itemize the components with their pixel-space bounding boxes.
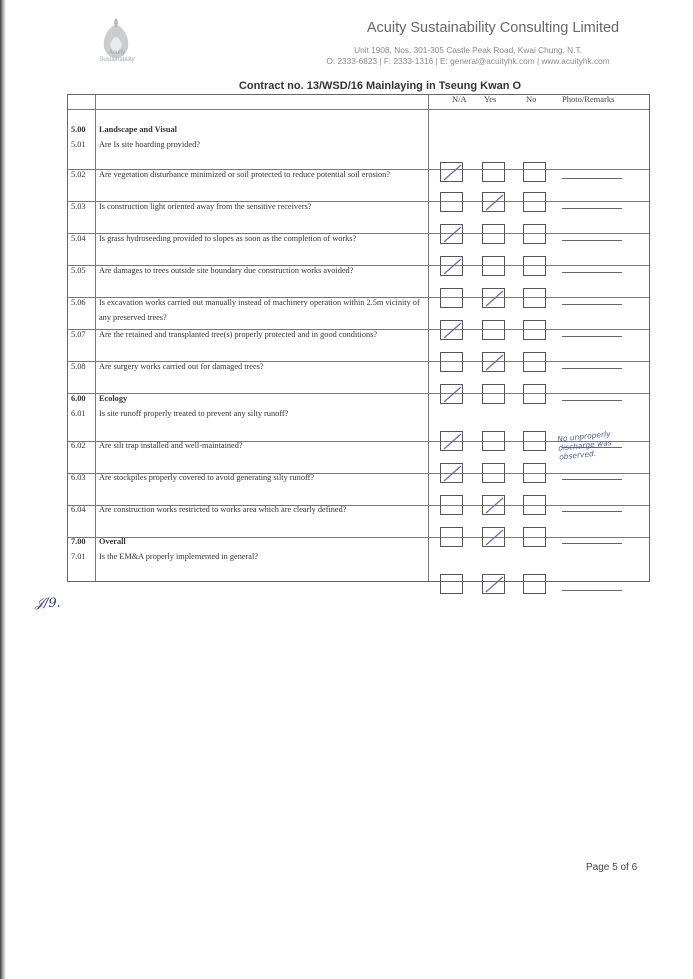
remarks-line[interactable] (562, 208, 622, 209)
checkbox-yes[interactable] (482, 384, 505, 404)
question-line: Is grass hydroseeding provided to slopes as soon as the completion of works? (99, 234, 357, 243)
checkbox-no[interactable] (523, 431, 546, 451)
checkbox-no[interactable] (523, 574, 546, 594)
question-line: Are surgery works carried out for damaged trees? (99, 362, 264, 371)
checkmark-icon (484, 575, 504, 593)
remarks-line[interactable] (562, 304, 622, 305)
question-line: Ecology (99, 394, 128, 403)
checkbox-no[interactable] (523, 192, 546, 212)
col-header-yes: Yes (484, 94, 497, 104)
checkmark-icon (484, 496, 504, 514)
checkbox-na[interactable] (440, 192, 463, 212)
item-number: 5.07 (71, 330, 86, 339)
question-text (99, 406, 432, 421)
question-text (99, 359, 432, 374)
question-line: Are damages to trees outside site boundary due construction works avoided? (99, 266, 354, 275)
contract-title: Contract no. 13/WSD/16 Mainlaying in Tseung Kwan O (238, 80, 522, 92)
question-text (99, 263, 432, 278)
remarks-line[interactable] (562, 240, 622, 241)
handwritten-remark: No unproperly discharge was observed. (556, 429, 613, 462)
handwritten-signature: 𝒥/9. (35, 596, 61, 611)
remarks-line[interactable] (562, 178, 622, 179)
section-number: 7.00 (71, 537, 86, 546)
checkmark-icon (442, 321, 462, 339)
contact-line: O: 2333-6823 | F: 2333-1316 | E: general@acuityhk.com | www.acuityhk.com (326, 56, 610, 66)
checkbox-no[interactable] (523, 224, 546, 244)
checkbox-yes[interactable] (482, 256, 505, 276)
logo-text-line-2: Sustainability (99, 57, 135, 63)
item-number: 7.01 (71, 552, 86, 561)
remarks-line[interactable] (562, 479, 622, 480)
checkbox-no[interactable] (523, 288, 546, 308)
company-name: Acuity Sustainability Consulting Limited (366, 20, 620, 36)
item-number: 5.02 (71, 170, 86, 179)
section-title (99, 122, 432, 137)
question-line: Are Is site hoarding provided? (99, 140, 200, 149)
remarks-line[interactable] (562, 543, 622, 544)
question-text (99, 199, 432, 214)
checkbox-no[interactable] (523, 527, 546, 547)
checkmark-icon (442, 257, 462, 275)
address-line: Unit 1908, Nos. 301-305 Castle Peak Road, Kwai Chung, N.T. (354, 45, 582, 55)
question-text (99, 231, 432, 246)
checkbox-na[interactable] (440, 574, 463, 594)
checkmark-icon (484, 528, 504, 546)
checkmark-icon (442, 432, 462, 450)
section-title (99, 391, 432, 406)
question-text (99, 295, 432, 325)
question-line: Is excavation works carried out manually instead of machinery operation within 2.5m vicinity of (99, 298, 420, 307)
question-text (99, 470, 432, 485)
checkmark-icon (442, 385, 462, 403)
question-line: Are the retained and transplanted tree(s) properly protected and in good conditions? (99, 330, 378, 339)
checkbox-no[interactable] (523, 495, 546, 515)
checkbox-na[interactable] (440, 288, 463, 308)
item-number: 6.04 (71, 505, 86, 514)
logo-text (92, 50, 142, 64)
checkbox-no[interactable] (523, 352, 546, 372)
checkbox-yes[interactable] (482, 431, 505, 451)
checkbox-yes[interactable] (482, 224, 505, 244)
remarks-line[interactable] (562, 511, 622, 512)
question-line-2: any preserved trees? (99, 313, 167, 322)
item-number: 5.08 (71, 362, 86, 371)
checkbox-na[interactable] (440, 527, 463, 547)
scan-edge (0, 0, 6, 979)
item-number: 5.04 (71, 234, 86, 243)
question-text (99, 137, 432, 152)
question-text (99, 502, 432, 517)
company-address (250, 45, 686, 67)
question-line: Are vegetation disturbance minimized or soil protected to reduce potential soil erosion? (99, 170, 390, 179)
col-header-no: No (526, 94, 537, 104)
question-line: Are stockpiles properly covered to avoid generating silty runoff? (99, 473, 315, 482)
col-header-na: N/A (452, 94, 467, 104)
question-line: Are silt trap installed and well-maintained? (99, 441, 243, 450)
question-line: Are construction works restricted to works area which are clearly defined? (99, 505, 347, 514)
question-text (99, 167, 432, 182)
question-line: Is construction light oriented away from the sensitive receivers? (99, 202, 312, 211)
question-text (99, 549, 432, 564)
remarks-line[interactable] (562, 336, 622, 337)
item-number: 5.03 (71, 202, 86, 211)
question-line: Is site runoff properly treated to prevent any silty runoff? (99, 409, 289, 418)
item-number: 5.05 (71, 266, 86, 275)
item-number: 6.02 (71, 441, 86, 450)
checkbox-no[interactable] (523, 320, 546, 340)
question-line: Landscape and Visual (99, 125, 177, 134)
checkbox-no[interactable] (523, 463, 546, 483)
checkbox-na[interactable] (440, 352, 463, 372)
checkmark-icon (442, 464, 462, 482)
section-number: 5.00 (71, 125, 86, 134)
checkbox-yes[interactable] (482, 162, 505, 182)
logo-text-line-1: Acuity (108, 50, 126, 56)
item-number: 5.06 (71, 298, 86, 307)
remarks-line[interactable] (562, 590, 622, 591)
checklist-table (67, 94, 650, 582)
checkbox-yes[interactable] (482, 320, 505, 340)
checkmark-icon (484, 353, 504, 371)
remarks-line[interactable] (562, 272, 622, 273)
remarks-line[interactable] (562, 368, 622, 369)
checkbox-no[interactable] (523, 256, 546, 276)
item-number: 6.03 (71, 473, 86, 482)
checkbox-no[interactable] (523, 384, 546, 404)
checkmark-icon (442, 163, 462, 181)
col-divider-num (95, 95, 96, 581)
question-line: Is the EM&A properly implemented in general? (99, 552, 258, 561)
question-line: Overall (99, 537, 126, 546)
page-number: Page 5 of 6 (586, 862, 638, 873)
section-title (99, 534, 432, 549)
question-text (99, 327, 432, 342)
section-number: 6.00 (71, 394, 86, 403)
checkbox-no[interactable] (523, 162, 546, 182)
checkbox-yes[interactable] (482, 463, 505, 483)
question-text (99, 438, 432, 453)
item-number: 6.01 (71, 409, 86, 418)
checkmark-icon (484, 289, 504, 307)
header-divider (68, 109, 649, 110)
checkmark-icon (442, 225, 462, 243)
col-header-remarks: Photo/Remarks (562, 94, 615, 104)
checkbox-na[interactable] (440, 495, 463, 515)
remarks-line[interactable] (562, 400, 622, 401)
item-number: 5.01 (71, 140, 86, 149)
checkmark-icon (484, 193, 504, 211)
